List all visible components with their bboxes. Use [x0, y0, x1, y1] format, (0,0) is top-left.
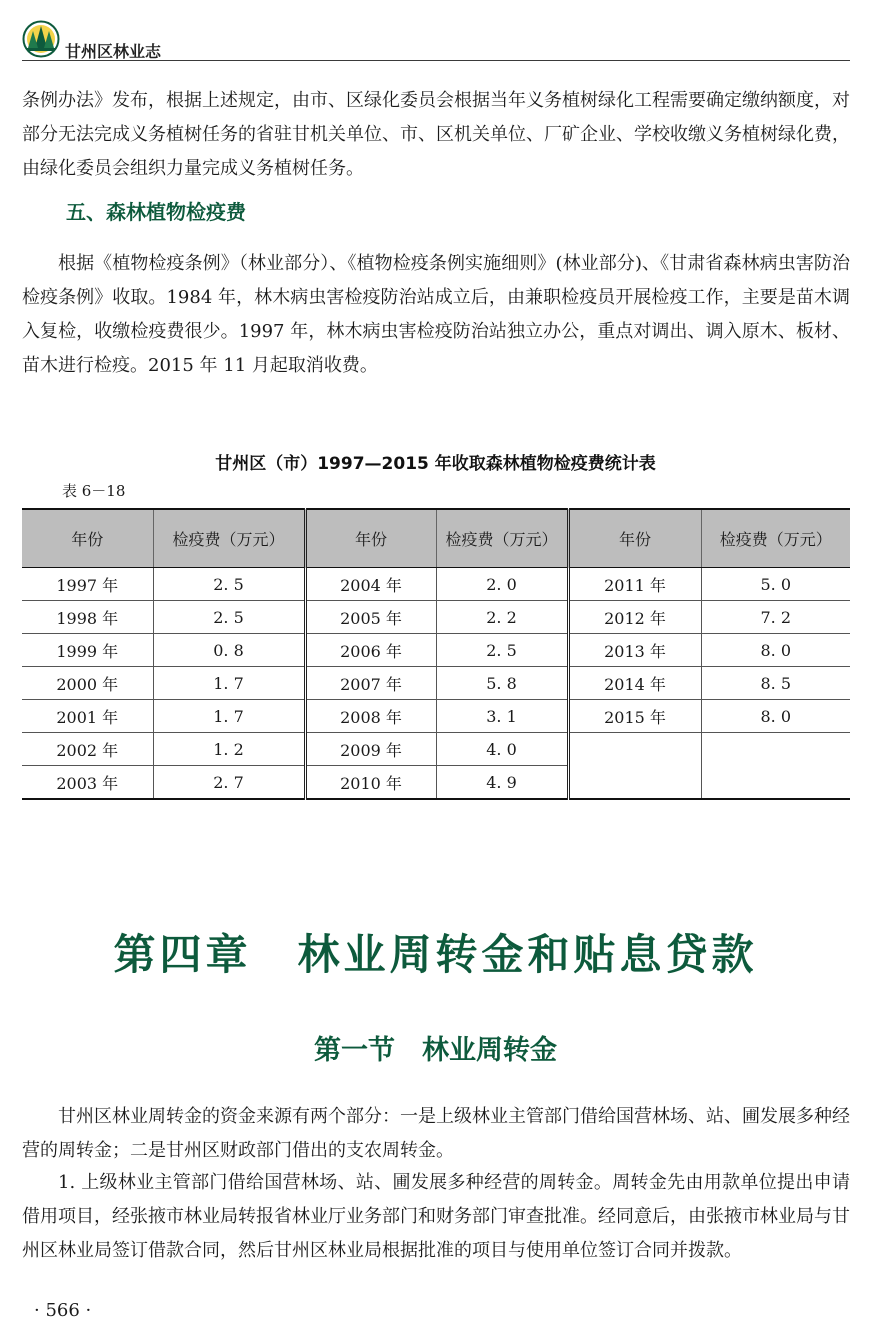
- header-fee-1: 检疫费（万元）: [153, 509, 305, 568]
- cell-fee: 4. 0: [436, 733, 568, 766]
- table-row: [22, 634, 850, 667]
- section-heading-quarantine-fee: 五、森林植物检疫费: [66, 200, 246, 224]
- cell-year: 2013 年: [568, 634, 701, 667]
- cell-year: 1999 年: [22, 634, 153, 667]
- cell-fee: 3. 1: [436, 700, 568, 733]
- table-header-row: [22, 509, 850, 568]
- page-number: · 566 ·: [34, 1300, 92, 1321]
- header-year-2: 年份: [305, 509, 436, 568]
- cell-year: 2001 年: [22, 700, 153, 733]
- cell-empty: [568, 733, 701, 766]
- cell-fee: 1. 2: [153, 733, 305, 766]
- cell-year: 2011 年: [568, 568, 701, 601]
- table-row: [22, 568, 850, 601]
- cell-fee: 7. 2: [701, 601, 850, 634]
- section-title: 第一节 林业周转金: [314, 1035, 557, 1066]
- cell-year: 1997 年: [22, 568, 153, 601]
- cell-fee: 2. 7: [153, 766, 305, 800]
- cell-fee: 0. 8: [153, 634, 305, 667]
- cell-empty: [701, 766, 850, 800]
- forest-trees-logo: [22, 20, 60, 58]
- cell-fee: 8. 0: [701, 700, 850, 733]
- cell-year: 2010 年: [305, 766, 436, 800]
- quarantine-fee-table: [22, 508, 850, 800]
- cell-year: 2006 年: [305, 634, 436, 667]
- cell-year: 2014 年: [568, 667, 701, 700]
- cell-fee: 2. 5: [153, 568, 305, 601]
- cell-fee: 1. 7: [153, 700, 305, 733]
- table-row: [22, 766, 850, 800]
- paragraph-greening-fee-continued: 条例办法》发布，根据上述规定，由市、区绿化委员会根据当年义务植树绿化工程需要确定缴纳额度，对部分无法完成义务植树任务的省驻甘机关单位、市、区机关单位、厂矿企业、学校收缴义务植树绿化费，由绿化委员会组织力量完成义务植树任务。: [22, 90, 850, 179]
- cell-empty: [568, 766, 701, 800]
- cell-year: 2004 年: [305, 568, 436, 601]
- header-fee-3: 检疫费（万元）: [701, 509, 850, 568]
- cell-year: 2009 年: [305, 733, 436, 766]
- paragraph-quarantine-fee: 根据《植物检疫条例》（林业部分）、《植物检疫条例实施细则》(林业部分)、《甘肃省森林病虫害防治检疫条例》收取。1984 年，林木病虫害检疫防治站成立后，由兼职检疫员开展检疫工作，主要是苗木调入复检，收缴检疫费很少。1997 年，林木病虫害检疫防治站独立办公，重点对调出、调入原木、板材、苗木进行检疫。2015 年 11 月起取消收费。: [22, 253, 850, 376]
- cell-fee: 4. 9: [436, 766, 568, 800]
- table-row: [22, 700, 850, 733]
- header-rule: [22, 60, 850, 61]
- cell-year: 2008 年: [305, 700, 436, 733]
- cell-year: 2005 年: [305, 601, 436, 634]
- paragraph-fund-procedure: 1. 上级林业主管部门借给国营林场、站、圃发展多种经营的周转金。周转金先由用款单位提出申请借用项目，经张掖市林业局转报省林业厅业务部门和财务部门审查批准。经同意后，由张掖市林业局与甘州区林业局签订借款合同，然后甘州区林业局根据批准的项目与使用单位签订合同并拨款。: [22, 1172, 850, 1261]
- table-row: [22, 667, 850, 700]
- paragraph-fund-sources: 甘州区林业周转金的资金来源有两个部分：一是上级林业主管部门借给国营林场、站、圃发展多种经营的周转金；二是甘州区财政部门借出的支农周转金。: [22, 1106, 850, 1161]
- cell-fee: 2. 5: [436, 634, 568, 667]
- cell-year: 2002 年: [22, 733, 153, 766]
- cell-year: 1998 年: [22, 601, 153, 634]
- table-title: 甘州区（市）1997—2015 年收取森林植物检疫费统计表: [215, 454, 656, 474]
- page-header: [22, 20, 850, 64]
- cell-year: 2000 年: [22, 667, 153, 700]
- cell-fee: 1. 7: [153, 667, 305, 700]
- header-fee-2: 检疫费（万元）: [436, 509, 568, 568]
- header-year-1: 年份: [22, 509, 153, 568]
- table-row: [22, 601, 850, 634]
- cell-fee: 2. 0: [436, 568, 568, 601]
- cell-year: 2003 年: [22, 766, 153, 800]
- cell-fee: 8. 5: [701, 667, 850, 700]
- cell-fee: 5. 8: [436, 667, 568, 700]
- cell-fee: 2. 2: [436, 601, 568, 634]
- header-year-3: 年份: [568, 509, 701, 568]
- cell-empty: [701, 733, 850, 766]
- book-title: 甘州区林业志: [65, 42, 162, 61]
- cell-fee: 5. 0: [701, 568, 850, 601]
- cell-year: 2015 年: [568, 700, 701, 733]
- cell-year: 2012 年: [568, 601, 701, 634]
- cell-year: 2007 年: [305, 667, 436, 700]
- cell-fee: 8. 0: [701, 634, 850, 667]
- cell-fee: 2. 5: [153, 601, 305, 634]
- chapter-title: 第四章 林业周转金和贴息贷款: [113, 930, 758, 979]
- table-number: 表 6－18: [62, 482, 126, 500]
- table-row: [22, 733, 850, 766]
